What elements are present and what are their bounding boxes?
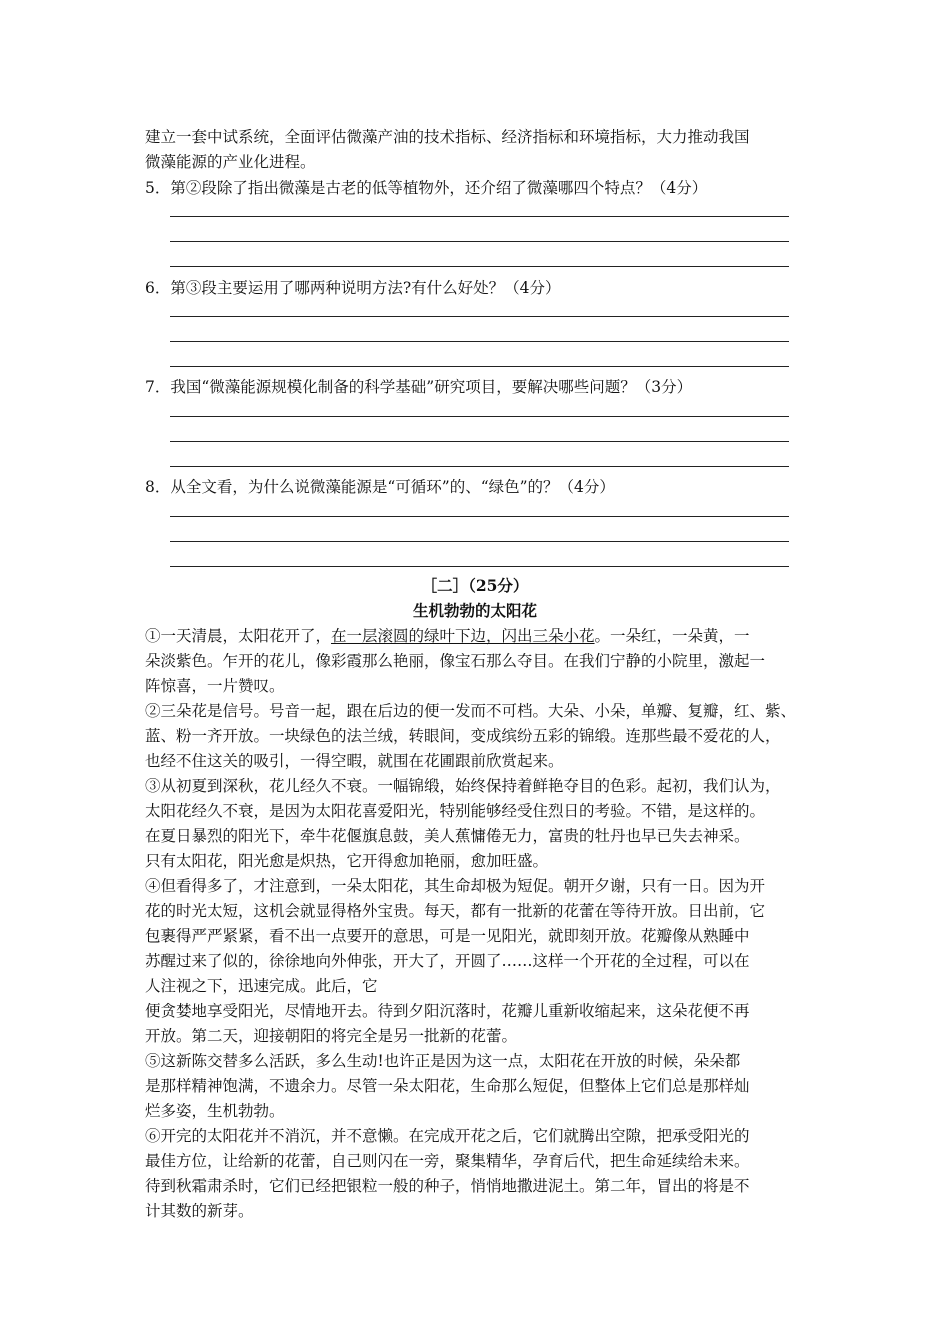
passage-line: 计其数的新芽。 <box>145 1202 254 1220</box>
answer-line[interactable] <box>170 516 789 517</box>
intro-line: 微藻能源的产业化进程。 <box>145 153 316 171</box>
passage-line <box>145 626 750 646</box>
passage-line: 是那样精神饱满，不遗余力。尽管一朵太阳花，生命那么短促，但整体上它们总是那样灿 <box>145 1077 750 1095</box>
passage-line: 包裹得严严紧紧，看不出一点要开的意思，可是一见阳光，就即刻开放。花瓣像从熟睡中 <box>145 927 750 945</box>
passage-line: 也经不住这关的吸引，一得空暇，就围在花圃跟前欣赏起来。 <box>145 752 564 770</box>
passage-line: 阵惊喜，一片赞叹。 <box>145 677 285 695</box>
passage-text: 。一朵红，一朵黄，一 <box>594 627 750 645</box>
passage-line: 朵淡紫色。乍开的花儿，像彩霞那么艳丽，像宝石那么夺目。在我们宁静的小院里，激起一 <box>145 652 766 670</box>
passage-line: ⑤这新陈交替多么活跃，多么生动!也许正是因为这一点，太阳花在开放的时候，朵朵都 <box>145 1052 741 1070</box>
passage-line: 烂多姿，生机勃勃。 <box>145 1102 285 1120</box>
question-5: 5．第②段除了指出微藻是古老的低等植物外，还介绍了微藻哪四个特点？（4分） <box>145 179 708 197</box>
answer-line[interactable] <box>170 216 789 217</box>
passage-line: 最佳方位，让给新的花蕾，自己则闪在一旁，聚集精华，孕育后代，把生命延续给未来。 <box>145 1152 750 1170</box>
answer-line[interactable] <box>170 341 789 342</box>
passage-line: ③从初夏到深秋，花儿经久不衰。一幅锦缎，始终保持着鲜艳夺目的色彩。起初，我们认为， <box>145 777 781 795</box>
intro-line: 建立一套中试系统，全面评估微藻产油的技术指标、经济指标和环境指标，大力推动我国 <box>145 128 750 146</box>
passage-line: 人注视之下，迅速完成。此后，它 <box>145 977 378 995</box>
passage-line: 开放。第二天，迎接朝阳的将完全是另一批新的花蕾。 <box>145 1027 518 1045</box>
question-6: 6．第③段主要运用了哪两种说明方法?有什么好处？（4分） <box>145 279 561 297</box>
passage-line: 只有太阳花，阳光愈是炽热，它开得愈加艳丽，愈加旺盛。 <box>145 852 549 870</box>
section-header: ［二］（25分） <box>421 576 529 595</box>
question-7: 7．我国“微藻能源规模化制备的科学基础”研究项目，要解决哪些问题？（3分） <box>145 378 693 396</box>
answer-line[interactable] <box>170 266 789 267</box>
answer-line[interactable] <box>170 416 789 417</box>
answer-line[interactable] <box>170 441 789 442</box>
passage-line: 太阳花经久不衰，是因为太阳花喜爱阳光，特别能够经受住烈日的考验。不错，是这样的。 <box>145 802 766 820</box>
passage-line: 花的时光太短，这机会就显得格外宝贵。每天，都有一批新的花蕾在等待开放。日出前，它 <box>145 902 766 920</box>
passage-line: 蓝、粉一齐开放。一块绿色的法兰绒，转眼间，变成缤纷五彩的锦缎。连那些最不爱花的人， <box>145 727 781 745</box>
passage-title: 生机勃勃的太阳花 <box>412 601 537 620</box>
answer-line[interactable] <box>170 241 789 242</box>
answer-line[interactable] <box>170 316 789 317</box>
passage-line: ②三朵花是信号。号音一起，跟在后边的便一发而不可档。大朵、小朵，单瓣、复瓣，红、紫、 <box>145 702 797 720</box>
passage-line: 便贪婪地享受阳光，尽情地开去。待到夕阳沉落时，花瓣儿重新收缩起来，这朵花便不再 <box>145 1002 750 1020</box>
underlined-phrase: 在一层滚圆的绿叶下边，闪出三朵小花 <box>331 627 595 645</box>
passage-line: ⑥开完的太阳花并不消沉，并不意懒。在完成开花之后，它们就腾出空隙，把承受阳光的 <box>145 1127 750 1145</box>
passage-text: ①一天清晨，太阳花开了， <box>145 627 332 645</box>
passage-line: 待到秋霜肃杀时，它们已经把银粒一般的种子，悄悄地撒进泥土。第二年，冒出的将是不 <box>145 1177 750 1195</box>
passage-line: 在夏日暴烈的阳光下，牵牛花偃旗息鼓，美人蕉慵倦无力，富贵的牡丹也早已失去神采。 <box>145 827 750 845</box>
answer-line[interactable] <box>170 541 789 542</box>
answer-line[interactable] <box>170 566 789 567</box>
passage-line: ④但看得多了，才注意到，一朵太阳花，其生命却极为短促。朝开夕谢，只有一日。因为开 <box>145 877 766 895</box>
answer-line[interactable] <box>170 366 789 367</box>
question-8: 8．从全文看，为什么说微藻能源是“可循环”的、“绿色”的？（4分） <box>145 478 615 496</box>
answer-line[interactable] <box>170 466 789 467</box>
passage-line: 苏醒过来了似的，徐徐地向外伸张，开大了，开圆了……这样一个开花的全过程，可以在 <box>145 952 750 970</box>
